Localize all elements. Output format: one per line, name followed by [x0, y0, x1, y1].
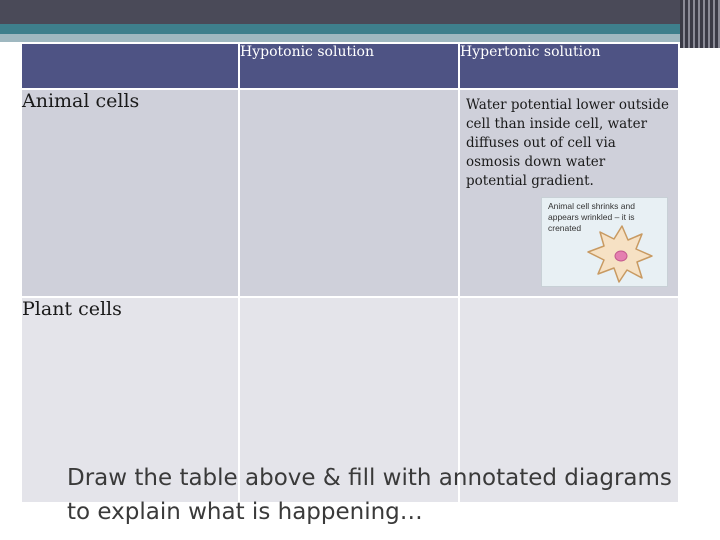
top-banner-accent	[0, 24, 720, 34]
crenated-cell-diagram	[541, 197, 668, 287]
banner-stripes	[680, 0, 720, 48]
animal-hypertonic-text: Water potential lower outside cell than inside cell, water diffuses out of cell via osmosis down water potential gradient.	[466, 97, 670, 189]
row-label-animal-cells: Animal cells	[21, 89, 239, 297]
header-empty	[21, 43, 239, 89]
crenated-animal-cell-icon	[582, 222, 662, 284]
header-hypertonic: Hypertonic solution	[459, 43, 679, 89]
top-banner-highlight	[0, 34, 720, 42]
diagram-caption: Animal cell shrinks and appears wrinkled – it is crenated	[548, 201, 635, 233]
cell-animal-hypotonic	[239, 89, 459, 297]
row-label-plant-cells: Plant cells	[21, 297, 239, 503]
top-banner	[0, 0, 720, 24]
instruction-text: Draw the table above & fill with annotated diagrams to explain what is happening…	[67, 465, 672, 525]
table-header-row	[21, 43, 679, 89]
header-hypotonic: Hypotonic solution	[239, 43, 459, 89]
